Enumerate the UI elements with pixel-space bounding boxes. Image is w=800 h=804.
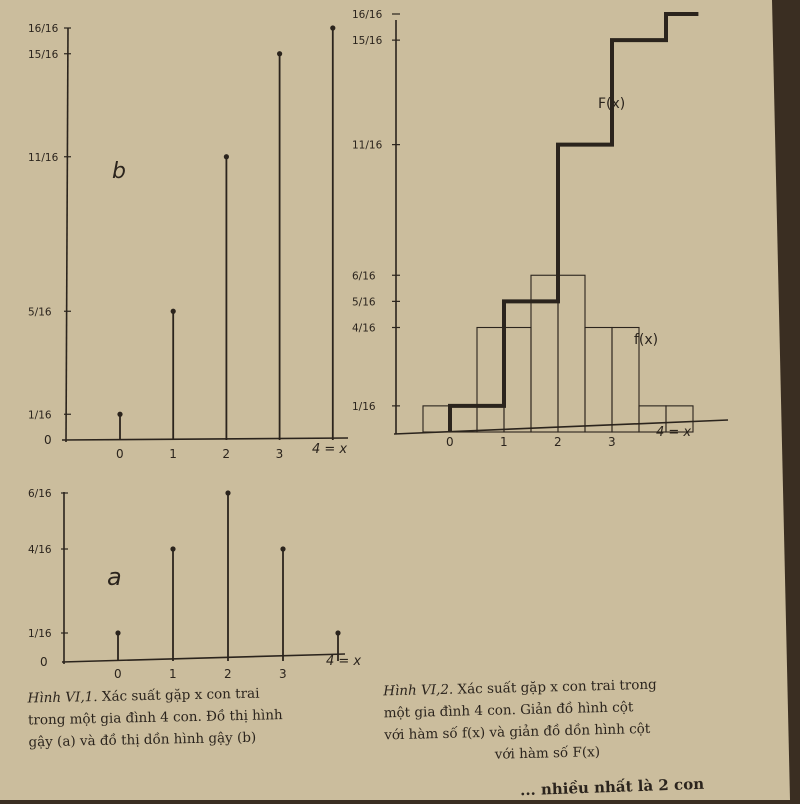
fig1b-stick-point xyxy=(171,309,176,314)
fig1b-panel-label: b xyxy=(112,159,126,184)
fig1b-y-tick-label: 15/16 xyxy=(28,48,59,61)
fig1b-stick-point xyxy=(277,51,282,56)
fig1a-stick-point xyxy=(280,546,285,551)
fig1a-y-tick-label: 4/16 xyxy=(28,544,52,556)
fig1a-x-axis-label: 4 = x xyxy=(326,654,362,669)
fig2-y-tick-label: 4/16 xyxy=(352,322,376,335)
fig1a-y-tick-label: 6/16 xyxy=(28,488,52,500)
fig1a-y-tick-label: 1/16 xyxy=(28,628,52,640)
caption-2-line-3: với hàm số f(x) và giản đồ dồn hình cột xyxy=(384,720,651,744)
fig1b-y-tick-label: 5/16 xyxy=(28,306,52,319)
caption-2-label: Hình VI,2. xyxy=(383,681,454,700)
fig1b-x-tick-label: 1 xyxy=(169,447,177,461)
fig1b-y-zero: 0 xyxy=(44,433,52,447)
fig1b-x-tick-label: 0 xyxy=(116,447,124,461)
caption-1-line-1: Xác suất gặp x con trai xyxy=(101,685,260,705)
fig1a-stick-point xyxy=(115,630,120,635)
fig2-y-tick-label: 11/16 xyxy=(352,139,383,152)
caption-2-line-1: Xác suất gặp x con trai trong xyxy=(457,676,657,698)
fig1a-stick-point xyxy=(170,546,175,551)
caption-figure-1 xyxy=(27,681,358,754)
fig2-y-tick-label: 16/16 xyxy=(352,9,383,21)
caption-2-line-4: với hàm số F(x) xyxy=(494,744,601,763)
fig1a-stick-point xyxy=(335,630,340,635)
fig1b-stick-point xyxy=(330,25,335,30)
fig2-x-tick-label: 1 xyxy=(500,435,508,449)
fig2-x-tick-label: 3 xyxy=(608,435,616,449)
fig2-y-tick-label: 15/16 xyxy=(352,35,383,48)
caption-1-label: Hình VI,1. xyxy=(27,688,98,707)
fig2-y-tick-label: 6/16 xyxy=(352,270,376,283)
caption-1-line-2: trong một gia đình 4 con. Đồ thị hình xyxy=(27,707,283,729)
fig2-y-tick-label: 1/16 xyxy=(352,400,376,413)
fig1a-x-tick-label: 1 xyxy=(169,667,177,681)
caption-2-line-2: một gia đình 4 con. Giản đồ hình cột xyxy=(383,699,634,722)
fig1b-stick-point xyxy=(224,154,229,159)
fig2-y-tick-label: 5/16 xyxy=(352,296,376,309)
fig2-F-series-label: F(x) xyxy=(598,96,626,112)
fig2-x-axis-label: 4 = x xyxy=(656,425,692,440)
fig1a-x-tick-label: 2 xyxy=(224,667,232,681)
fig1b-x-tick-label: 3 xyxy=(275,447,284,461)
fig1b-y-tick-label: 1/16 xyxy=(28,409,52,422)
fig1b-x-axis-label: 4 = x xyxy=(312,442,348,457)
fig1a-x-tick-label: 0 xyxy=(114,667,122,681)
fig2-x-tick-label: 2 xyxy=(554,435,562,449)
fig2-x-tick-label: 0 xyxy=(446,435,454,449)
fig1b-y-tick-label: 16/16 xyxy=(28,23,59,35)
fig1b-stick-point xyxy=(117,412,122,417)
footer-fragment: ... nhiều nhất là 2 con xyxy=(519,774,705,800)
fig2-f-series-label: f(x) xyxy=(634,332,659,348)
fig1a-panel-label: a xyxy=(107,563,122,591)
fig1b-x-tick-label: 2 xyxy=(222,447,231,461)
fig1b-y-tick-label: 11/16 xyxy=(28,151,59,164)
fig1a-x-tick-label: 3 xyxy=(279,667,287,681)
fig1a-stick-point xyxy=(225,490,230,495)
caption-figure-2 xyxy=(383,672,745,769)
caption-1-line-3: gậy (a) và đồ thị dồn hình gậy (b) xyxy=(28,729,257,751)
fig1a-y-zero: 0 xyxy=(40,655,48,669)
